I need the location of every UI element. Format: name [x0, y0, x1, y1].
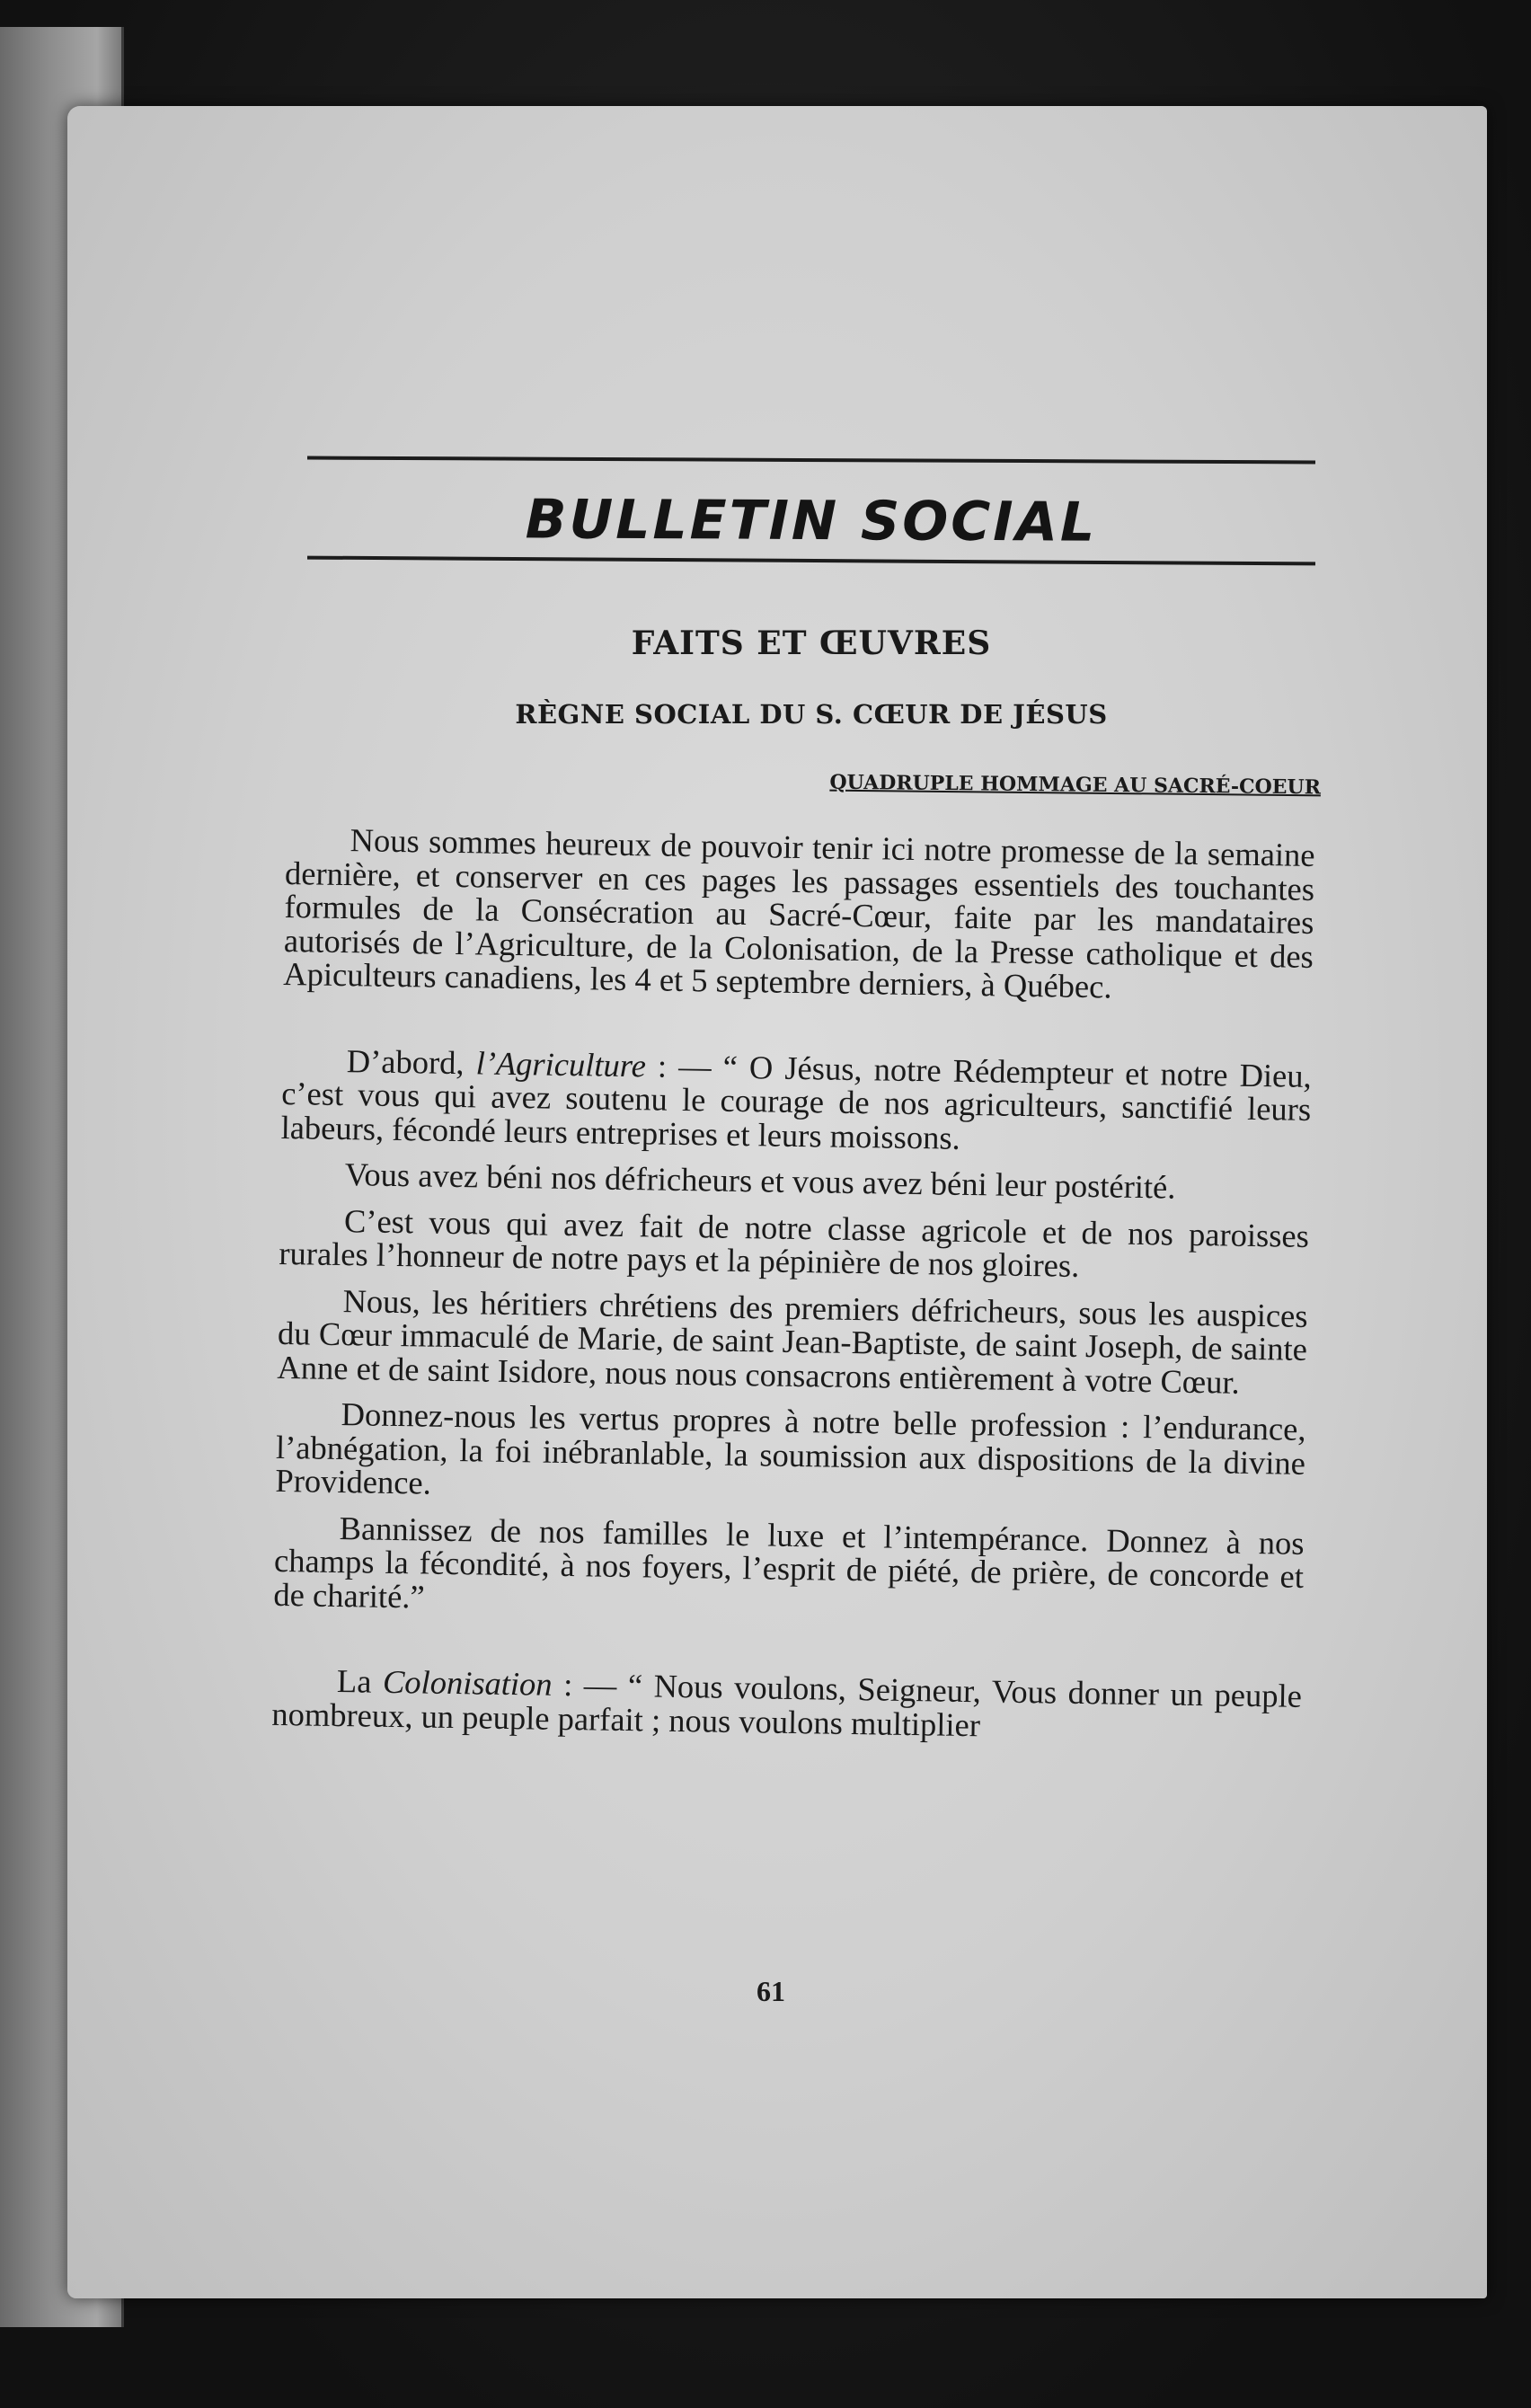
article-title: QUADRUPLE HOMMAGE AU SACRÉ-COEUR	[829, 770, 1322, 800]
agriculture-text: : — “ O Jésus, notre Rédempteur et notre Dieu, c’est vous qui avez soutenu le courage de nos agriculteurs, sanctifié leurs labeurs, fécondé leurs entreprises et leurs moissons.	[280, 1046, 1313, 1156]
paragraph-agriculture	[280, 1042, 1312, 1159]
paragraph-virtues: Donnez-nous les vertus propres à notre belle profession : l’endurance, l’abnégation, la foi inébranlable, la soumission aux dispositions de la divine Providence.	[275, 1395, 1306, 1501]
article-body	[271, 822, 1315, 1747]
agriculture-lead: D’abord,	[346, 1041, 476, 1081]
colonisation-label: Colonisation	[382, 1662, 553, 1703]
section-title: FAITS ET ŒUVRES	[631, 624, 992, 662]
subsection-title: RÈGNE SOCIAL DU S. CŒUR DE JÉSUS	[515, 699, 1108, 730]
paragraph-agricultural-class: C’est vous qui avez fait de notre classe agricole et de nos paroisses rurales l’honneur de notre pays et la pépinière de nos gloires.	[279, 1201, 1310, 1284]
paragraph-banish: Bannissez de nos familles le luxe et l’intempérance. Donnez à nos champs la fécondité, à nos foyers, l’esprit de piété, de prière, de concorde et de charité.”	[273, 1509, 1305, 1616]
paragraph-blessing: Vous avez béni nos défricheurs et vous avez béni leur postérité.	[344, 1155, 1176, 1206]
agriculture-label: l’Agriculture	[475, 1043, 647, 1084]
banner-title: BULLETIN SOCIAL	[525, 488, 1098, 554]
paragraph-colonisation	[271, 1663, 1302, 1747]
paragraph-intro: Nous sommes heureux de pouvoir tenir ici notre promesse de la semaine dernière, et conserver en ces pages les passages essentiels des touchantes formules de la Consécration au Sacré-Cœur, faite par les mandataires autorisés de l’Agriculture, de la Colonisation, de la Presse catholique et des Apiculteurs canadiens, les 4 et 5 septembre derniers, à Québec.	[283, 821, 1315, 1005]
page-number: 61	[757, 1975, 785, 2007]
colonisation-text: : — “ Nous voulons, Seigneur, Vous donner un peuple nombreux, un peuple parfait ; nous voulons multiplier	[271, 1665, 1303, 1743]
colonisation-lead: La	[336, 1662, 384, 1700]
paragraph-heirs: Nous, les héritiers chrétiens des premiers défricheurs, sous les auspices du Cœur immaculé de Marie, de saint Jean-Baptiste, de saint Joseph, de sainte Anne et de saint Isidore, nous nous consacrons entièrement à votre Cœur.	[277, 1281, 1308, 1401]
